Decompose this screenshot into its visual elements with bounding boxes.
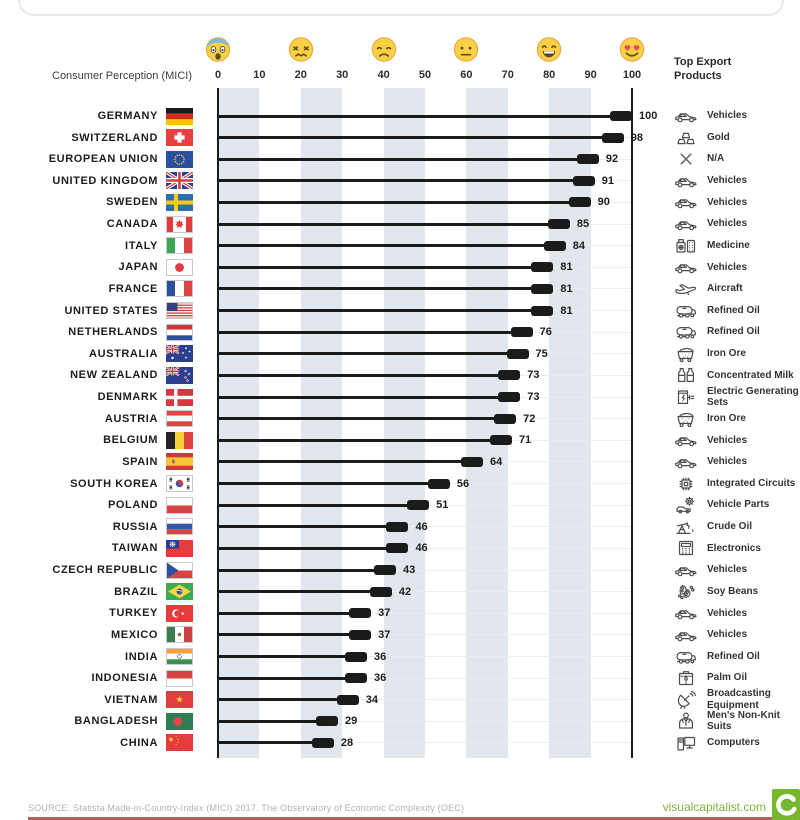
- bar: [218, 547, 392, 550]
- bar-pill: [374, 565, 396, 575]
- product-label: Computers: [707, 737, 760, 749]
- bar-value: 46: [415, 542, 428, 555]
- bar-pill: [507, 349, 529, 359]
- country-label: CHINA: [120, 736, 158, 749]
- bar: [218, 331, 517, 334]
- bar: [218, 569, 380, 572]
- bar-value: 43: [403, 564, 416, 577]
- bar-value: 90: [597, 196, 610, 209]
- concentrated-milk-icon: [674, 363, 698, 387]
- country-label: CANADA: [106, 218, 158, 231]
- vehicle-parts-icon: [674, 493, 698, 517]
- tr-flag-icon: [166, 605, 193, 622]
- bar-value: 85: [576, 218, 590, 231]
- bar-pill: [370, 587, 392, 597]
- vehicles-icon: [674, 450, 698, 474]
- bar-value: 42: [398, 585, 412, 598]
- bd-flag-icon: [166, 713, 193, 730]
- country-label: AUSTRALIA: [89, 347, 158, 360]
- axis-tick-label: 70: [501, 69, 514, 81]
- bar-pill: [386, 522, 408, 532]
- bar-pill: [548, 219, 570, 229]
- bar-pill: [490, 435, 512, 445]
- bar-pill: [531, 262, 553, 272]
- bar-value: 36: [374, 650, 387, 663]
- plot-band: [549, 88, 590, 758]
- bar-value: 91: [601, 174, 614, 187]
- palm-oil-icon: [674, 666, 698, 690]
- axis-tick-label: 30: [336, 69, 349, 81]
- bar-value: 81: [560, 261, 573, 274]
- pl-flag-icon: [166, 497, 193, 514]
- product-label: Vehicles: [707, 261, 748, 273]
- country-label: GERMANY: [97, 110, 158, 122]
- country-label: NETHERLANDS: [68, 326, 158, 339]
- bar-value: 81: [560, 304, 573, 317]
- soy-beans-icon: [674, 580, 698, 604]
- vehicles-icon: [674, 601, 698, 625]
- country-label: CZECH REPUBLIC: [52, 564, 158, 577]
- bar: [218, 525, 392, 528]
- bar: [218, 417, 500, 420]
- bar-pill: [610, 111, 632, 121]
- bar-pill: [494, 414, 516, 424]
- bar: [218, 309, 537, 312]
- bar-value: 64: [489, 455, 503, 468]
- bar-pill: [337, 695, 359, 705]
- product-label: N/A: [707, 153, 725, 165]
- bar-value: 37: [378, 607, 391, 620]
- bar: [218, 115, 616, 118]
- bar-value: 92: [605, 153, 619, 166]
- bar: [218, 136, 608, 139]
- product-label: Vehicles: [707, 218, 748, 230]
- in-flag-icon: [166, 648, 193, 665]
- iron-ore-icon: [674, 342, 698, 366]
- bar-pill: [312, 738, 334, 748]
- country-label: MEXICO: [111, 628, 158, 641]
- bar: [218, 655, 351, 658]
- country-label: BRAZIL: [114, 585, 158, 598]
- bar-pill: [349, 608, 371, 618]
- se-flag-icon: [166, 194, 193, 211]
- country-label: RUSSIA: [112, 520, 158, 533]
- country-label: JAPAN: [118, 261, 158, 274]
- electronics-icon: [674, 536, 698, 560]
- country-label: DENMARK: [97, 391, 158, 404]
- gold-icon: [674, 126, 698, 150]
- bar-value: 73: [527, 369, 540, 382]
- country-label: INDIA: [125, 650, 158, 663]
- bar: [218, 223, 554, 226]
- cz-flag-icon: [166, 562, 193, 579]
- cn-flag-icon: [166, 734, 193, 751]
- country-label: FRANCE: [108, 282, 158, 295]
- visualcapitalist-logo: [772, 789, 800, 820]
- bar: [218, 633, 355, 636]
- refined-oil-icon: [674, 299, 698, 323]
- tw-flag-icon: [166, 540, 193, 557]
- country-label: ITALY: [125, 239, 158, 252]
- nl-flag-icon: [166, 324, 193, 341]
- site-credit: visualcapitalist.com: [662, 800, 766, 814]
- vehicles-icon: [674, 623, 698, 647]
- bar-pill: [349, 630, 371, 640]
- product-label: Electronics: [707, 542, 761, 554]
- bar-pill: [511, 327, 533, 337]
- country-label: POLAND: [107, 499, 158, 512]
- plot-band: [384, 88, 428, 758]
- bar-value: 100: [639, 110, 658, 122]
- country-label: UNITED KINGDOM: [52, 174, 158, 187]
- bar-value: 98: [630, 131, 643, 144]
- bar-value: 76: [539, 326, 552, 339]
- bar-value: 37: [378, 628, 391, 641]
- electric-generating-sets-icon: [674, 385, 698, 409]
- confounded-face-icon: [287, 36, 314, 63]
- bar-pill: [345, 652, 367, 662]
- country-label: UNITED STATES: [64, 304, 158, 317]
- product-label: Gold: [707, 131, 730, 143]
- bar: [218, 352, 513, 355]
- axis-line-100: [631, 88, 633, 758]
- vehicles-icon: [674, 190, 698, 214]
- bar-pill: [498, 370, 520, 380]
- ch-flag-icon: [166, 129, 193, 146]
- product-label: Vehicles: [707, 110, 748, 122]
- logo-mark-icon: [772, 789, 800, 820]
- product-label: Refined Oil: [707, 304, 760, 316]
- product-label: Medicine: [707, 239, 750, 251]
- grinning-face-icon: [536, 36, 563, 63]
- bar-value: 51: [436, 499, 449, 512]
- bar-pill: [577, 154, 599, 164]
- us-flag-icon: [166, 302, 193, 319]
- axis-tick-label: 100: [622, 69, 642, 81]
- id-flag-icon: [166, 670, 193, 687]
- country-label: NEW ZEALAND: [70, 369, 158, 382]
- heart-eyes-face-icon: [619, 36, 646, 63]
- bar: [218, 266, 537, 269]
- bar: [218, 374, 504, 377]
- country-label: SWEDEN: [106, 196, 158, 209]
- gb-flag-icon: [166, 172, 193, 189]
- bar: [218, 741, 318, 744]
- top-card-partial: [18, 0, 784, 16]
- it-flag-icon: [166, 237, 193, 254]
- source-note: SOURCE: Statista Made-in-Country-Index (MICI) 2017. The Observatory of Economic Complexity (OEC): [28, 803, 465, 813]
- axis-tick-label: 50: [418, 69, 432, 81]
- bar: [218, 612, 355, 615]
- jp-flag-icon: [166, 259, 193, 276]
- crude-oil-icon: [674, 515, 698, 539]
- de-flag-icon: [166, 108, 193, 125]
- product-label: Soy Beans: [707, 585, 759, 597]
- na-icon: [674, 147, 698, 171]
- product-label: Iron Ore: [707, 412, 746, 424]
- bar-pill: [345, 673, 367, 683]
- bar: [218, 439, 496, 442]
- bar-pill: [602, 133, 624, 143]
- bar-pill: [386, 543, 408, 553]
- bar-pill: [498, 392, 520, 402]
- bar-pill: [573, 176, 595, 186]
- country-label: TURKEY: [109, 607, 158, 620]
- bar: [218, 244, 550, 247]
- bar: [218, 396, 504, 399]
- country-label: BELGIUM: [103, 434, 158, 447]
- bar: [218, 482, 434, 485]
- refined-oil-icon: [674, 645, 698, 669]
- country-label: INDONESIA: [91, 672, 158, 685]
- bar-pill: [544, 241, 566, 251]
- bar-value: 34: [365, 693, 378, 706]
- product-label: Refined Oil: [707, 650, 760, 662]
- bar-value: 29: [345, 715, 358, 728]
- product-label: Vehicles: [707, 196, 748, 208]
- product-label: Refined Oil: [707, 326, 760, 338]
- product-label: Broadcasting Equipment: [707, 688, 771, 711]
- fr-flag-icon: [166, 280, 193, 297]
- bar: [218, 720, 322, 723]
- bar-value: 75: [535, 347, 548, 360]
- bar-pill: [428, 479, 450, 489]
- product-label: Palm Oil: [707, 672, 748, 684]
- au-flag-icon: [166, 345, 193, 362]
- bar: [218, 590, 376, 593]
- bar-value: 72: [523, 412, 536, 425]
- bar-value: 84: [572, 239, 585, 252]
- product-label: Vehicles: [707, 175, 748, 187]
- axis-tick-label: 90: [584, 69, 597, 81]
- bar-value: 81: [560, 282, 573, 295]
- bar-pill: [407, 500, 429, 510]
- product-label: Vehicles: [707, 456, 748, 468]
- country-label: AUSTRIA: [104, 412, 158, 425]
- product-label: Iron Ore: [707, 348, 746, 360]
- axis-tick-label: 0: [214, 69, 222, 81]
- kr-flag-icon: [166, 475, 193, 492]
- product-label: Concentrated Milk: [707, 369, 794, 381]
- bar-value: 73: [527, 391, 540, 404]
- country-label: EUROPEAN UNION: [48, 153, 158, 166]
- product-label: Integrated Circuits: [707, 477, 796, 489]
- dk-flag-icon: [166, 389, 193, 406]
- mx-flag-icon: [166, 626, 193, 643]
- product-label: Aircraft: [707, 283, 743, 295]
- axis-tick-label: 40: [377, 69, 390, 81]
- bar-pill: [316, 716, 338, 726]
- aircraft-icon: [674, 277, 698, 301]
- right-column-header: Top Export Products: [674, 56, 732, 82]
- product-label: Men's Non-Knit Suits: [707, 709, 780, 733]
- product-label: Vehicle Parts: [707, 499, 770, 511]
- vehicles-icon: [674, 169, 698, 193]
- bar: [218, 460, 467, 463]
- country-label: TAIWAN: [111, 542, 158, 555]
- nz-flag-icon: [166, 367, 193, 384]
- bar: [218, 158, 583, 161]
- product-label: Electric Generating Sets: [707, 385, 799, 409]
- product-label: Vehicles: [707, 564, 748, 576]
- eu-flag-icon: [166, 151, 193, 168]
- be-flag-icon: [166, 432, 193, 449]
- ca-flag-icon: [166, 216, 193, 233]
- axis-label: Consumer Perception (MICI): [52, 70, 192, 82]
- mens-non-knit-suits-icon: [674, 709, 698, 733]
- vehicles-icon: [674, 255, 698, 279]
- bar-value: 28: [340, 736, 354, 749]
- country-label: VIETNAM: [104, 693, 158, 706]
- computers-icon: [674, 731, 698, 755]
- bar: [218, 698, 343, 701]
- vn-flag-icon: [166, 691, 193, 708]
- bar-pill: [531, 306, 553, 316]
- bar: [218, 179, 579, 182]
- bar: [218, 201, 575, 204]
- vehicles-icon: [674, 212, 698, 236]
- medicine-icon: [674, 234, 698, 258]
- ru-flag-icon: [166, 518, 193, 535]
- vehicles-icon: [674, 428, 698, 452]
- neutral-face-icon: [453, 36, 480, 63]
- refined-oil-icon: [674, 320, 698, 344]
- product-label: Vehicles: [707, 607, 748, 619]
- es-flag-icon: [166, 453, 193, 470]
- country-label: SWITZERLAND: [71, 131, 158, 144]
- bar-pill: [569, 197, 591, 207]
- bar-value: 46: [415, 520, 428, 533]
- at-flag-icon: [166, 410, 193, 427]
- axis-tick-label: 60: [460, 69, 473, 81]
- bar: [218, 504, 413, 507]
- screaming-face-icon: [205, 36, 232, 63]
- product-label: Vehicles: [707, 434, 748, 446]
- bar: [218, 677, 351, 680]
- country-label: BANGLADESH: [74, 715, 158, 728]
- vehicles-icon: [674, 558, 698, 582]
- product-label: Vehicles: [707, 629, 748, 641]
- axis-tick-label: 10: [253, 69, 266, 81]
- disappointed-face-icon: [370, 36, 397, 63]
- product-label: Crude Oil: [707, 521, 753, 533]
- country-label: SOUTH KOREA: [70, 477, 158, 490]
- axis-tick-label: 20: [294, 69, 307, 81]
- bar-value: 56: [456, 477, 470, 490]
- bar-pill: [531, 284, 553, 294]
- br-flag-icon: [166, 583, 193, 600]
- country-label: SPAIN: [122, 455, 158, 468]
- bar: [218, 287, 537, 290]
- bar-value: 36: [374, 672, 387, 685]
- bar-pill: [461, 457, 483, 467]
- integrated-circuits-icon: [674, 472, 698, 496]
- axis-tick-label: 80: [543, 69, 556, 81]
- vehicles-icon: [674, 104, 698, 128]
- bar-value: 71: [518, 434, 532, 447]
- broadcasting-equipment-icon: [674, 688, 698, 712]
- iron-ore-icon: [674, 407, 698, 431]
